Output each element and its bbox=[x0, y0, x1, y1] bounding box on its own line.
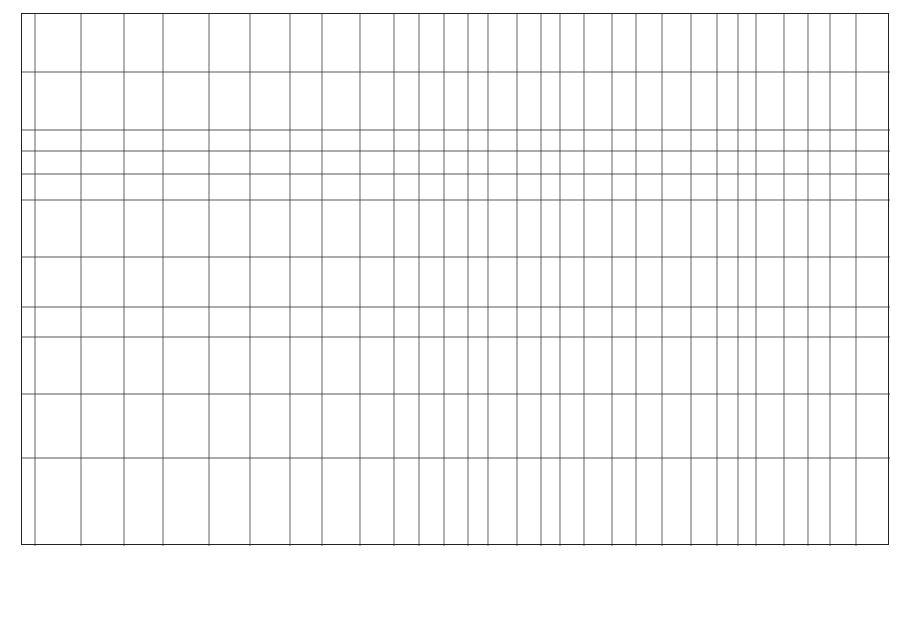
spreadsheet-table bbox=[21, 13, 889, 545]
table-grid bbox=[22, 14, 890, 546]
